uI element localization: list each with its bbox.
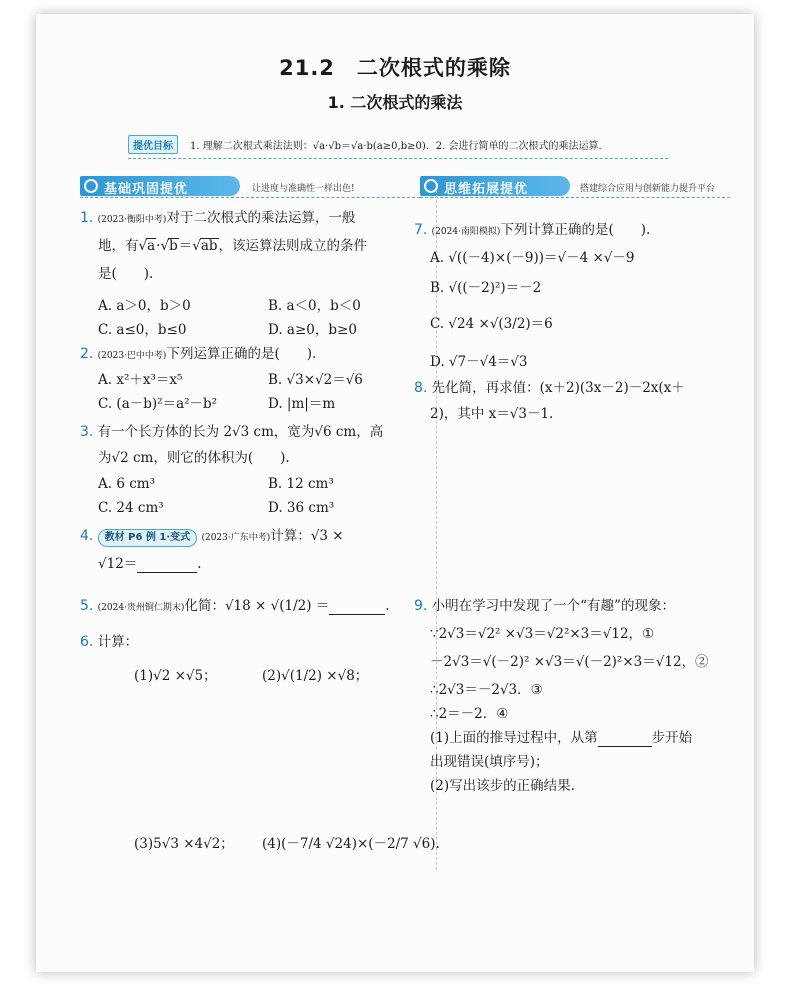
- question-text: √12＝: [98, 556, 138, 572]
- question-7-stem: [414, 222, 650, 240]
- option-c: C. 24 cm³: [98, 500, 164, 516]
- question-text: 先化简，再求值：(x＋2)(3x－2)－2x(x＋: [431, 380, 685, 396]
- subquestion-3: (3)5√3 ×4√2；: [134, 836, 234, 852]
- question-number: 6.: [80, 634, 94, 650]
- goal-underline: [128, 158, 668, 159]
- question-number: 4.: [80, 528, 94, 544]
- derivation-line-4: ∴2＝－2．④: [430, 706, 509, 722]
- question-1-line1: [80, 210, 355, 228]
- question-source: (2023·衡阳中考): [97, 215, 167, 225]
- question-8-line2: 2)，其中 x＝√3－1.: [430, 406, 554, 422]
- question-text: 下列运算正确的是( ).: [166, 346, 317, 362]
- banner-label: 基础巩固提优: [104, 182, 189, 197]
- option-a: A. 6 cm³: [98, 476, 155, 492]
- option-a: A. x²＋x³＝x⁵: [98, 372, 183, 388]
- question-number: 5.: [80, 598, 94, 614]
- subquestion-2: (2)写出该步的正确结果.: [430, 778, 575, 794]
- banner-label: 思维拓展提优: [444, 182, 529, 197]
- learning-goal: [128, 134, 668, 156]
- question-3-line2: 为√2 cm，则它的体积为( ).: [98, 450, 290, 466]
- question-source: (2023·广东中考): [201, 533, 271, 543]
- banner-note: 让进度与准确性一样出色!: [252, 184, 355, 194]
- question-text: (1)上面的推导过程中，从第: [430, 730, 598, 746]
- question-1-line3: 是( ).: [98, 266, 154, 282]
- question-number: 7.: [414, 222, 428, 238]
- question-number: 3.: [80, 424, 94, 440]
- question-6-stem: [80, 634, 138, 650]
- option-b: B. 12 cm³: [268, 476, 334, 492]
- question-text: 地，有: [98, 238, 139, 254]
- subquestion-1: (1)√2 ×√5；: [134, 668, 217, 684]
- question-text: 计算：√3 ×: [270, 528, 344, 544]
- question-text: 小明在学习中发现了一个“有趣”的现象：: [431, 598, 675, 614]
- section-banner-basic: [80, 176, 420, 198]
- derivation-line-2: －2√3＝√(－2)² ×√3＝√(－2)²×3＝√12，②: [430, 654, 709, 670]
- derivation-line-1: ∵2√3＝√2² ×√3＝√2²×3＝√12，①: [430, 626, 655, 642]
- question-text: 下列计算正确的是( ).: [500, 222, 651, 238]
- question-1-line2: 地，有√a·√b＝√ab，该运算法则成立的条件: [98, 238, 368, 254]
- question-number: 1.: [80, 210, 94, 226]
- section-banner-advanced: [420, 176, 730, 198]
- option-d: D. 36 cm³: [268, 500, 335, 516]
- question-8-line1: [414, 380, 685, 396]
- subquestion-2: (2)√(1/2) ×√8；: [262, 668, 369, 684]
- option-b: B. a＜0，b＜0: [268, 298, 361, 314]
- question-9-stem: [414, 598, 675, 614]
- answer-blank[interactable]: [329, 598, 385, 615]
- option-d: D. a≥0，b≥0: [268, 322, 357, 338]
- derivation-line-3: ∴2√3＝－2√3．③: [430, 682, 543, 698]
- option-d: D. |m|＝m: [268, 396, 336, 412]
- banner-underline: [420, 197, 730, 198]
- page-title: 21.2 二次根式的乘除: [279, 56, 511, 80]
- option-b: B. √3×√2＝√6: [268, 372, 363, 388]
- option-d: D. √7－√4＝√3: [430, 354, 528, 370]
- question-text: 对于二次根式的乘法运算，一般: [166, 210, 356, 226]
- subquestion-4: (4)(－7/4 √24)×(－2/7 √6).: [262, 836, 440, 852]
- textbook-tag: 教材 P6 例 1·变式: [98, 529, 198, 547]
- question-text: 计算：: [97, 634, 139, 650]
- goal-text: 1. 理解二次根式乘法法则：√a·√b＝√a·b(a≥0,b≥0)．2. 会进行简单的二次根式的乘法运算.: [190, 141, 602, 152]
- goal-tag: 提优目标: [128, 135, 178, 154]
- subquestion-1-cont: 出现错误(填序号)；: [430, 754, 549, 770]
- target-icon: [84, 179, 98, 193]
- option-c: C. (a－b)²＝a²－b²: [98, 396, 218, 412]
- option-c: C. a≤0，b≤0: [98, 322, 187, 338]
- option-b: B. √((－2)²)＝－2: [430, 280, 542, 296]
- question-number: 9.: [414, 598, 428, 614]
- question-text: 化简：√18 × √(1/2) ＝: [184, 598, 330, 614]
- banner-underline: [80, 197, 420, 198]
- answer-blank[interactable]: [137, 556, 197, 573]
- option-c: C. √24 ×√(3/2)＝6: [430, 316, 553, 332]
- option-a: A. √((－4)×(－9))＝√－4 ×√－9: [430, 250, 635, 266]
- question-source: (2024·贵州铜仁期末): [97, 603, 185, 613]
- question-source: (2024·南阳模拟): [431, 227, 501, 237]
- question-text: 有一个长方体的长为 2√3 cm，宽为√6 cm，高: [97, 424, 384, 440]
- answer-blank[interactable]: [598, 730, 652, 747]
- option-a: A. a＞0，b＞0: [98, 298, 191, 314]
- question-number: 8.: [414, 380, 428, 396]
- subquestion-1: [430, 730, 692, 747]
- question-3-line1: [80, 424, 383, 440]
- page-subtitle: 1. 二次根式的乘法: [327, 93, 463, 112]
- question-text: 步开始: [651, 730, 693, 746]
- question-text: ，该运算法则成立的条件: [218, 238, 368, 254]
- page: [36, 14, 754, 972]
- banner-note: 搭建综合应用与创新能力提升平台: [580, 184, 716, 194]
- question-4-line2: √12＝ .: [98, 556, 202, 572]
- question-4-line1: [80, 528, 344, 547]
- question-5: 5. (2024·贵州铜仁期末)化简：√18 × √(1/2) ＝ .: [80, 598, 390, 614]
- question-2-stem: [80, 346, 316, 364]
- question-source: (2023·巴中中考): [97, 351, 167, 361]
- question-number: 2.: [80, 346, 94, 362]
